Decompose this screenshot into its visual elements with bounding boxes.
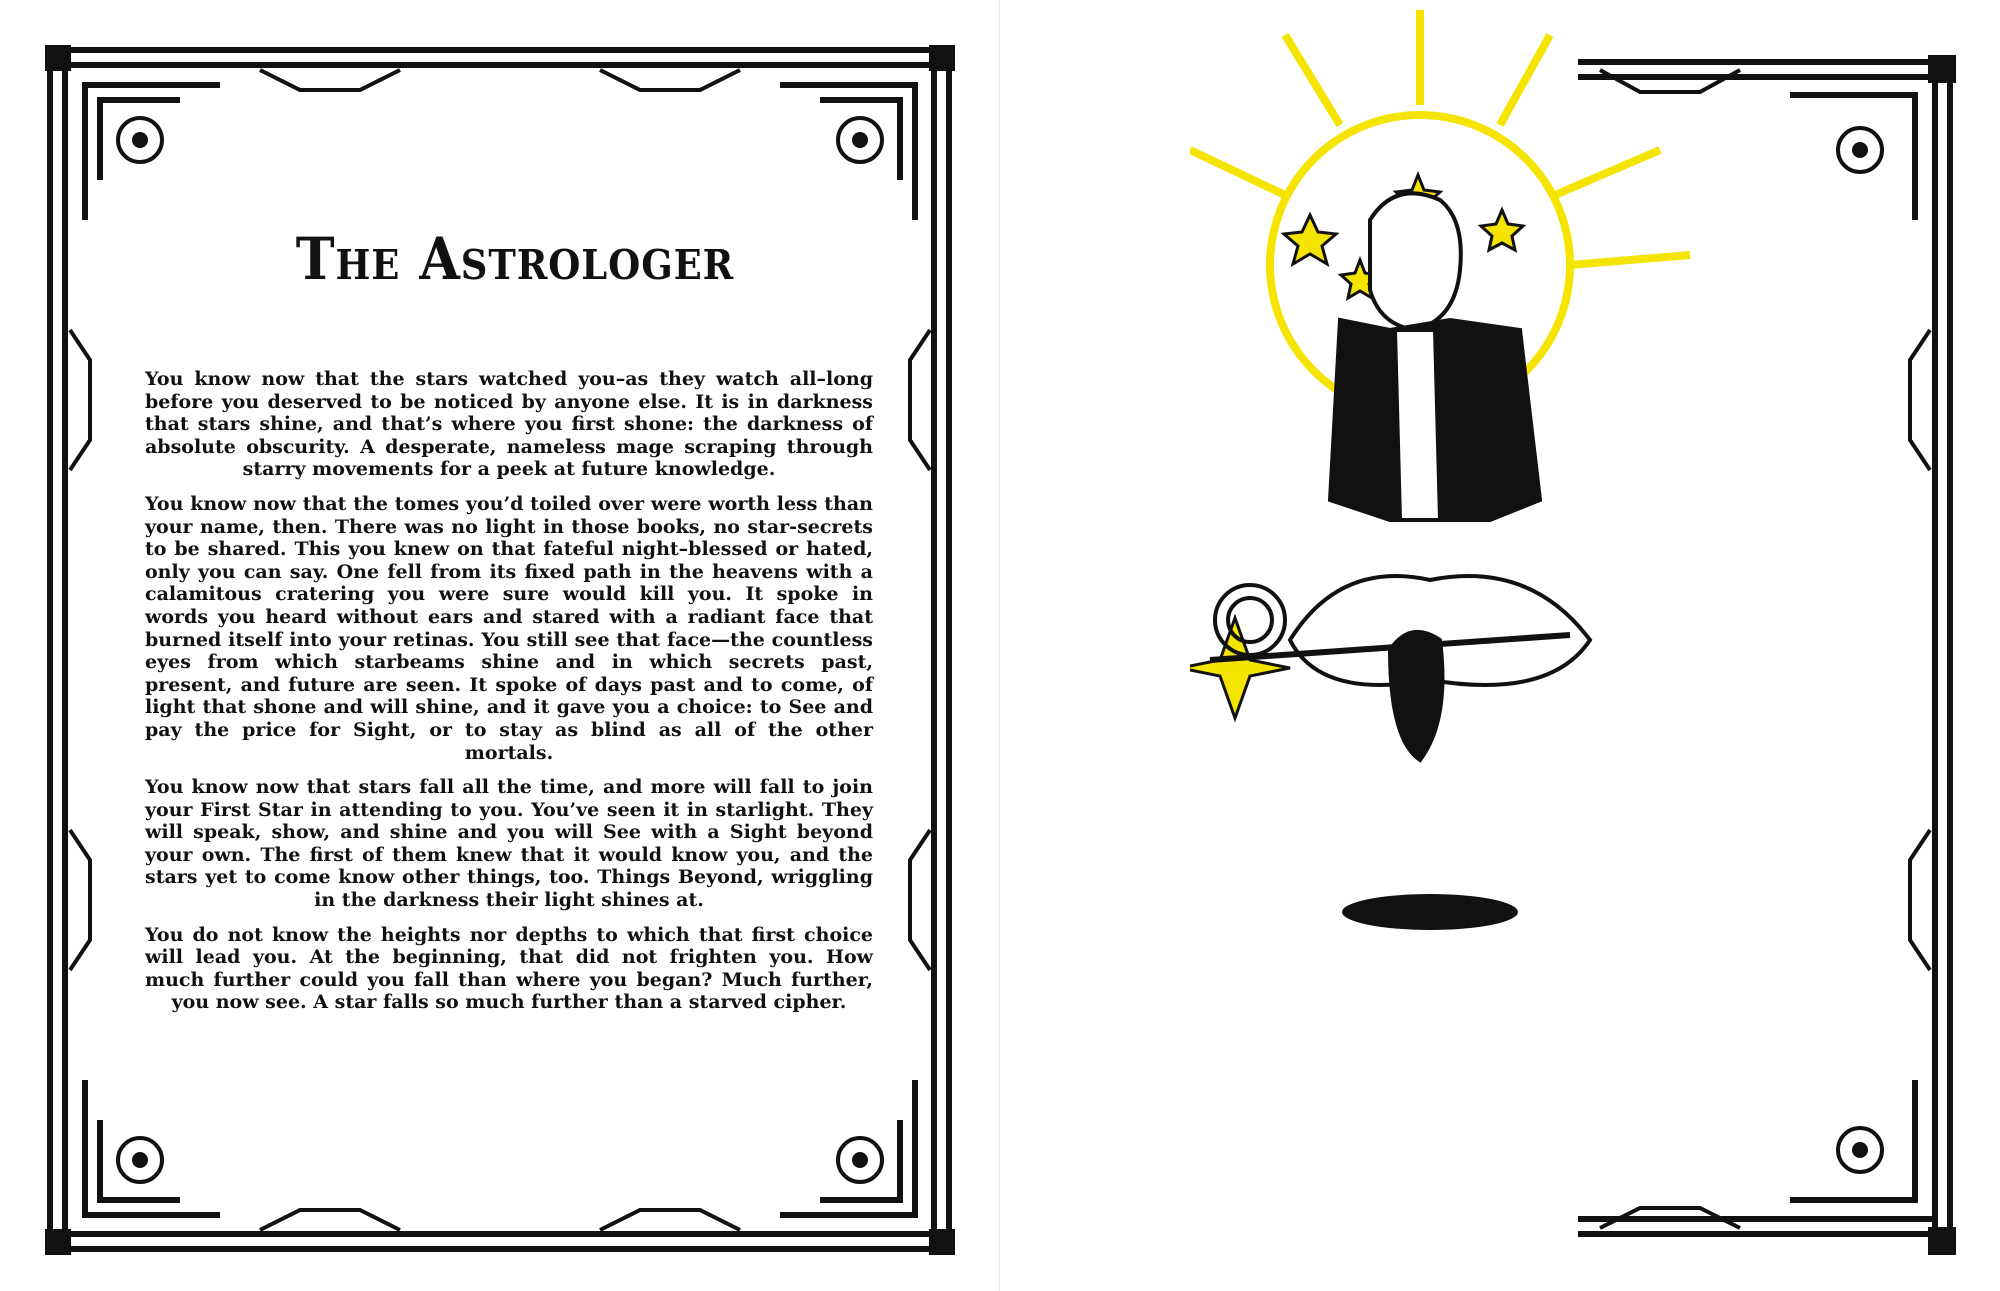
astrologer-illustration <box>1190 0 1710 940</box>
intro-text <box>145 368 873 1026</box>
paragraph: You know now that stars fall all the time, and more will fall to join your First Star in attending to you. You’ve seen it in starlight. They will speak, show, and shine and you will See with a Sight beyond your own. The first of them knew that it would know you, and the stars yet to come know other things, too. Things Beyond, wriggling in the darkness their light shines at. <box>145 776 873 912</box>
paragraph: You know now that the tomes you’d toiled over were worth less than your name, then. There was no light in those books, no star-secrets to be shared. This you knew on that fateful night–blessed or hated, only you can say. One fell from its fixed path in the heavens with a calamitous cratering you were sure would kill you. It spoke in words you heard without ears and stared with a radiant face that burned itself into your retinas. You still see that face—the countless eyes from which starbeams shine and in which secrets past, present, and future are seen. It spoke of days past and to come, of light that shone and will shine, and it gave you a choice: to See and pay the price for Sight, or to stay as blind as all of the other mortals. <box>145 492 873 764</box>
shadow <box>1342 894 1518 930</box>
page-title: The Astrologer <box>295 225 735 293</box>
paragraph: You do not know the heights nor depths to which that first choice will lead you. At the beginning, that did not frighten you. How much further could you fall than where you began? Much further, you now see. A star falls so much further than a starved cipher. <box>145 923 873 1014</box>
right-page <box>1000 0 2000 1291</box>
paragraph: You know now that the stars watched you–as they watch all–long before you deserved to be noticed by anyone else. It is in darkness that stars shine, and that’s where you first shone: the darkness of absolute obscurity. A desperate, nameless mage scraping through starry movements for a peek at future knowledge. <box>145 368 873 481</box>
